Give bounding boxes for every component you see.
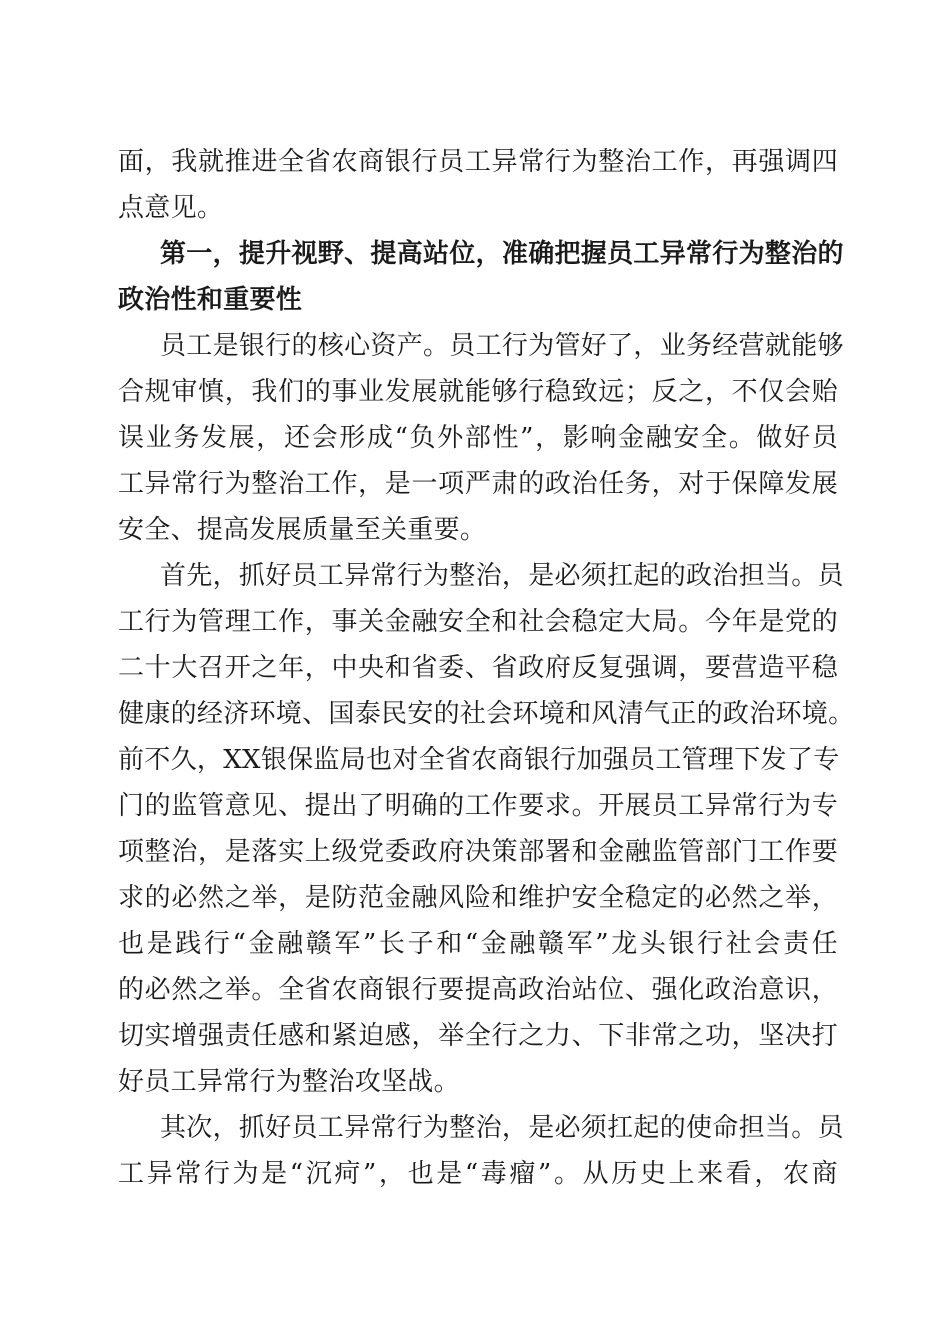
p1-line-3: 误业务发展，还会形成“负外部性”，影响金融安全。做好员 xyxy=(118,423,838,453)
intro-line-1: 面，我就推进全省农商银行员工异常行为整治工作，再强调四 xyxy=(118,147,838,177)
p1-line-5: 安全、提高发展质量至关重要。 xyxy=(118,515,487,545)
p2-line-9: 也是践行“金融赣军”长子和“金融赣军”龙头银行社会责任 xyxy=(118,929,838,959)
p2-line-5: 前不久，XX银保监局也对全省农商银行加强员工管理下发了专 xyxy=(118,745,840,775)
p2-line-1: 首先，抓好员工异常行为整治，是必须扛起的政治担当。员 xyxy=(160,561,844,591)
p3-line-1: 其次，抓好员工异常行为整治，是必须扛起的使命担当。员 xyxy=(160,1113,844,1143)
p1-line-2: 合规审慎，我们的事业发展就能够行稳致远；反之，不仅会贻 xyxy=(118,377,838,407)
p2-line-7: 项整治，是落实上级党委政府决策部署和金融监管部门工作要 xyxy=(118,837,838,867)
p2-line-2: 工行为管理工作，事关金融安全和社会稳定大局。今年是党的 xyxy=(118,607,838,637)
p2-line-12: 好员工异常行为整治攻坚战。 xyxy=(118,1067,460,1097)
p3-line-2: 工异常行为是“沉疴”，也是“毒瘤”。从历史上来看，农商 xyxy=(118,1159,838,1189)
heading1-line-2: 政治性和重要性 xyxy=(118,285,303,315)
heading1-line-1: 第一，提升视野、提高站位，准确把握员工异常行为整治的 xyxy=(160,239,844,269)
p2-line-11: 切实增强责任感和紧迫感，举全行之力、下非常之功，坚决打 xyxy=(118,1021,838,1051)
p2-line-6: 门的监管意见、提出了明确的工作要求。开展员工异常行为专 xyxy=(118,791,838,821)
p1-line-4: 工异常行为整治工作，是一项严肃的政治任务，对于保障发展 xyxy=(118,469,838,499)
intro-line-2: 点意见。 xyxy=(118,193,224,223)
p2-line-10: 的必然之举。全省农商银行要提高政治站位、强化政治意识， xyxy=(118,975,838,1005)
p2-line-8: 求的必然之举，是防范金融风险和维护安全稳定的必然之举， xyxy=(118,883,838,913)
p2-line-3: 二十大召开之年，中央和省委、省政府反复强调，要营造平稳 xyxy=(118,653,838,683)
p1-line-1: 员工是银行的核心资产。员工行为管好了，业务经营就能够 xyxy=(160,331,844,361)
p2-line-4: 健康的经济环境、国泰民安的社会环境和风清气正的政治环境。 xyxy=(118,699,855,729)
